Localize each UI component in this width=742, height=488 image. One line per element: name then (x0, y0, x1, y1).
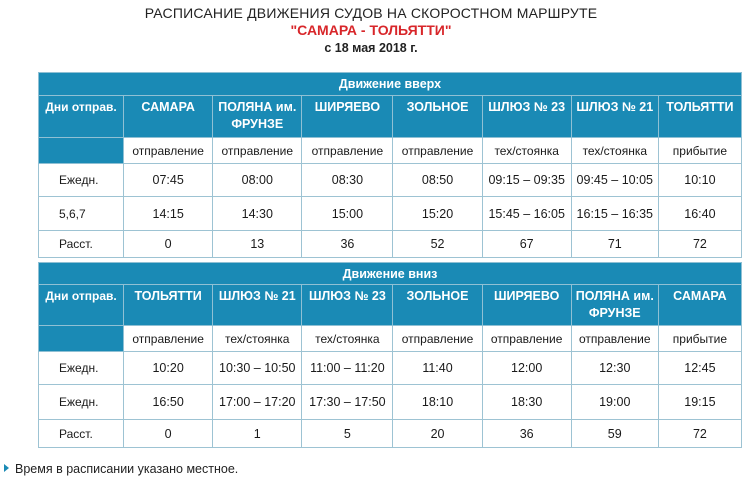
time-cell: 17:30 – 17:50 (302, 385, 393, 420)
time-cell: 16:50 (124, 385, 213, 420)
time-cell: 15:45 – 16:05 (482, 197, 571, 231)
stop-action: тех/стоянка (571, 138, 658, 164)
upstream-schedule-table (38, 72, 742, 258)
time-cell: 07:45 (124, 164, 213, 197)
stop-name: ПОЛЯНА им. ФРУНЗЕ (571, 285, 658, 326)
stop-action: тех/стоянка (482, 138, 571, 164)
distance-cell: 67 (482, 231, 571, 258)
time-cell: 16:15 – 16:35 (571, 197, 658, 231)
distance-cell: 13 (213, 231, 302, 258)
downstream-section-title: Движение вниз (39, 263, 742, 285)
stop-action: отправление (213, 138, 302, 164)
distance-cell: 36 (482, 420, 571, 448)
time-cell: 08:30 (302, 164, 393, 197)
header-blank-cell (39, 138, 124, 164)
row-label: 5,6,7 (39, 197, 124, 231)
stop-action: отправление (302, 138, 393, 164)
note-text: Время в расписании указано местное. (15, 462, 239, 476)
stop-name: ЗОЛЬНОЕ (393, 96, 482, 138)
time-cell: 15:00 (302, 197, 393, 231)
stop-name: ШЛЮЗ № 21 (213, 285, 302, 326)
distance-cell: 36 (302, 231, 393, 258)
downstream-schedule-table (38, 262, 742, 448)
time-cell: 08:50 (393, 164, 482, 197)
time-cell: 15:20 (393, 197, 482, 231)
time-cell: 14:15 (124, 197, 213, 231)
stop-action: отправление (393, 138, 482, 164)
row-label: Ежедн. (39, 352, 124, 385)
local-time-note (4, 462, 238, 476)
time-cell: 18:10 (393, 385, 482, 420)
time-cell: 09:45 – 10:05 (571, 164, 658, 197)
stop-action: прибытие (658, 326, 741, 352)
stop-action: тех/стоянка (302, 326, 393, 352)
stop-name: ПОЛЯНА им. ФРУНЗЕ (213, 96, 302, 138)
distance-cell: 5 (302, 420, 393, 448)
distance-cell: 72 (658, 231, 741, 258)
time-cell: 11:40 (393, 352, 482, 385)
time-cell: 18:30 (482, 385, 571, 420)
row-label: Расст. (39, 231, 124, 258)
stop-action: отправление (482, 326, 571, 352)
stop-name: ТОЛЬЯТТИ (658, 96, 741, 138)
time-cell: 16:40 (658, 197, 741, 231)
time-cell: 10:30 – 10:50 (213, 352, 302, 385)
distance-cell: 1 (213, 420, 302, 448)
time-cell: 12:00 (482, 352, 571, 385)
stop-name: ШЛЮЗ № 21 (571, 96, 658, 138)
row-label: Ежедн. (39, 385, 124, 420)
stop-action: отправление (393, 326, 482, 352)
stop-name: ШИРЯЕВО (302, 96, 393, 138)
stop-action: отправление (124, 138, 213, 164)
stop-name: САМАРА (124, 96, 213, 138)
time-cell: 14:30 (213, 197, 302, 231)
time-cell: 19:15 (658, 385, 741, 420)
time-cell: 19:00 (571, 385, 658, 420)
stop-action: прибытие (658, 138, 741, 164)
time-cell: 09:15 – 09:35 (482, 164, 571, 197)
stop-name: ТОЛЬЯТТИ (124, 285, 213, 326)
time-cell: 08:00 (213, 164, 302, 197)
schedule-title: РАСПИСАНИЕ ДВИЖЕНИЯ СУДОВ НА СКОРОСТНОМ МАРШРУТЕ (144, 5, 598, 21)
distance-cell: 52 (393, 231, 482, 258)
header-blank-cell (39, 326, 124, 352)
time-cell: 10:10 (658, 164, 741, 197)
distance-cell: 20 (393, 420, 482, 448)
route-name: "САМАРА - ТОЛЬЯТТИ" (290, 22, 452, 38)
effective-date: с 18 мая 2018 г. (324, 41, 418, 55)
time-cell: 17:00 – 17:20 (213, 385, 302, 420)
stop-action: отправление (124, 326, 213, 352)
stop-name: ЗОЛЬНОЕ (393, 285, 482, 326)
table-row (39, 197, 742, 231)
distance-cell: 72 (658, 420, 741, 448)
stop-name: ШИРЯЕВО (482, 285, 571, 326)
table-row (39, 420, 742, 448)
stop-name: ШЛЮЗ № 23 (482, 96, 571, 138)
time-cell: 12:45 (658, 352, 741, 385)
stop-action: тех/стоянка (213, 326, 302, 352)
distance-cell: 0 (124, 420, 213, 448)
days-header: Дни отправ. (39, 285, 124, 326)
stop-name: ШЛЮЗ № 23 (302, 285, 393, 326)
distance-cell: 0 (124, 231, 213, 258)
time-cell: 10:20 (124, 352, 213, 385)
distance-cell: 71 (571, 231, 658, 258)
time-cell: 11:00 – 11:20 (302, 352, 393, 385)
table-row (39, 231, 742, 258)
days-header: Дни отправ. (39, 96, 124, 138)
row-label: Ежедн. (39, 164, 124, 197)
table-row (39, 164, 742, 197)
upstream-section-title: Движение вверх (39, 73, 742, 96)
stop-action: отправление (571, 326, 658, 352)
table-row (39, 352, 742, 385)
table-row (39, 385, 742, 420)
stop-name: САМАРА (658, 285, 741, 326)
time-cell: 12:30 (571, 352, 658, 385)
distance-cell: 59 (571, 420, 658, 448)
row-label: Расст. (39, 420, 124, 448)
bullet-arrow-icon (4, 464, 9, 472)
